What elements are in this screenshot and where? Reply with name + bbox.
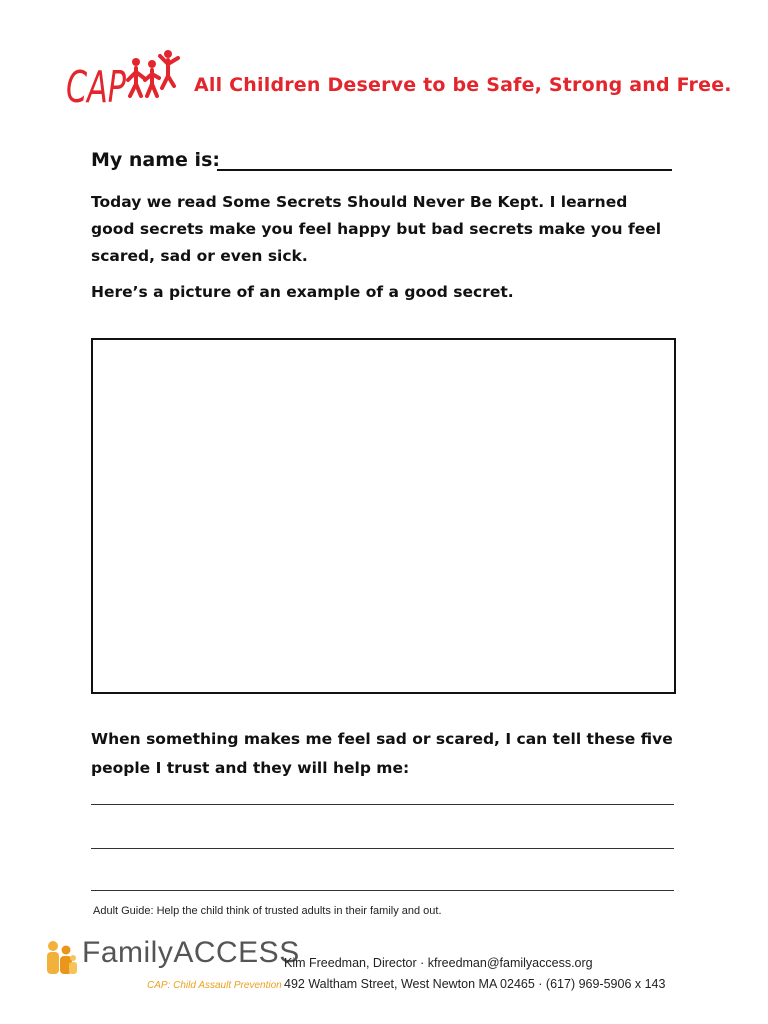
intro-line: Today we read Some Secrets Should Never Be Kept. I learned [91,193,628,211]
familyaccess-logo-text: FamilyACCESS [82,936,300,969]
intro-paragraph [91,189,661,270]
intro-line: scared, sad or even sick. [91,247,308,265]
cap-logo [64,40,184,112]
answer-line [91,890,674,891]
drawing-box [91,338,676,694]
trust-prompt [91,725,673,783]
name-blank-line [217,169,672,171]
contact-address-phone: 492 Waltham Street, West Newton MA 02465 · (617) 969-5906 x 143 [284,977,666,991]
answer-line [91,804,674,805]
contact-name-email: Kim Freedman, Director · kfreedman@familyaccess.org [284,956,593,970]
familyaccess-subtitle: CAP: Child Assault Prevention [147,980,282,991]
trust-line: people I trust and they will help me: [91,759,410,777]
cap-logo-text: CAP [66,62,127,112]
tagline: All Children Deserve to be Safe, Strong and Free. [194,74,732,96]
trust-line: When something makes me feel sad or scared, I can tell these five [91,730,673,748]
adult-guide-note: Adult Guide: Help the child think of trusted adults in their family and out. [93,905,442,917]
name-label: My name is: [91,149,220,171]
intro-line: good secrets make you feel happy but bad secrets make you feel [91,220,662,238]
children-figures-icon [128,50,178,96]
picture-prompt: Here’s a picture of an example of a good secret. [91,283,514,301]
answer-line [91,848,674,849]
family-icon [44,938,78,978]
